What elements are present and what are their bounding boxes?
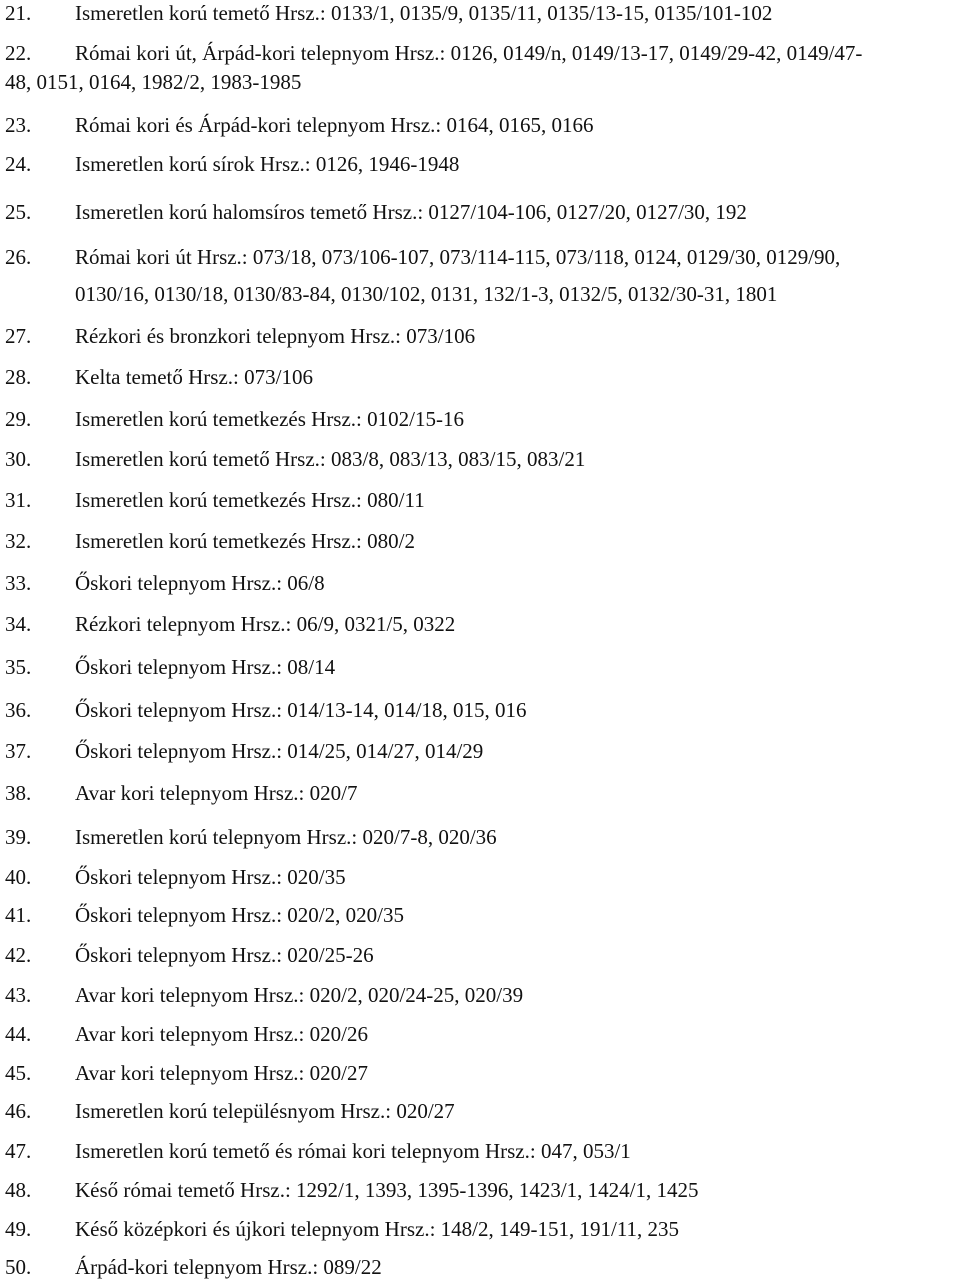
item-text: Kelta temető Hrsz.: 073/106 bbox=[75, 365, 313, 389]
item-number: 25. bbox=[5, 200, 32, 224]
item-number: 49. bbox=[5, 1217, 32, 1241]
item-number: 42. bbox=[5, 943, 32, 967]
item-number: 38. bbox=[5, 781, 32, 805]
item-text: Avar kori telepnyom Hrsz.: 020/26 bbox=[75, 1022, 368, 1046]
item-text: Ismeretlen korú halomsíros temető Hrsz.: 0127/104-106, 0127/20, 0127/30, 192 bbox=[75, 200, 747, 224]
item-number: 48. bbox=[5, 1178, 32, 1202]
item-number: 44. bbox=[5, 1022, 32, 1046]
item-number: 28. bbox=[5, 365, 32, 389]
item-number: 24. bbox=[5, 152, 32, 176]
item-text: Ismeretlen korú temető Hrsz.: 083/8, 083/13, 083/15, 083/21 bbox=[75, 447, 586, 471]
item-text: Ismeretlen korú temetkezés Hrsz.: 0102/15-16 bbox=[75, 407, 464, 431]
item-text-continuation: 0130/16, 0130/18, 0130/83-84, 0130/102, 0131, 132/1-3, 0132/5, 0132/30-31, 1801 bbox=[75, 282, 778, 306]
item-text: Őskori telepnyom Hrsz.: 014/13-14, 014/18, 015, 016 bbox=[75, 698, 527, 722]
item-text: Ismeretlen korú temetkezés Hrsz.: 080/2 bbox=[75, 529, 415, 553]
item-text: Késő római temető Hrsz.: 1292/1, 1393, 1395-1396, 1423/1, 1424/1, 1425 bbox=[75, 1178, 699, 1202]
item-number: 37. bbox=[5, 739, 32, 763]
item-text: Római kori és Árpád-kori telepnyom Hrsz.: 0164, 0165, 0166 bbox=[75, 113, 594, 137]
item-text: Késő középkori és újkori telepnyom Hrsz.: 148/2, 149-151, 191/11, 235 bbox=[75, 1217, 680, 1241]
item-text: Rézkori és bronzkori telepnyom Hrsz.: 073/106 bbox=[75, 324, 476, 348]
item-text: Ismeretlen korú településnyom Hrsz.: 020/27 bbox=[75, 1099, 455, 1123]
item-text: Római kori út Hrsz.: 073/18, 073/106-107, 073/114-115, 073/118, 0124, 0129/30, 0129/90, bbox=[75, 245, 841, 269]
item-number: 34. bbox=[5, 612, 32, 636]
item-text: Őskori telepnyom Hrsz.: 020/25-26 bbox=[75, 943, 374, 967]
item-number: 29. bbox=[5, 407, 32, 431]
item-text: Őskori telepnyom Hrsz.: 08/14 bbox=[75, 655, 336, 679]
item-number: 40. bbox=[5, 865, 32, 889]
item-text: Őskori telepnyom Hrsz.: 06/8 bbox=[75, 571, 325, 595]
item-number: 23. bbox=[5, 113, 32, 137]
item-number: 41. bbox=[5, 903, 32, 927]
item-number: 39. bbox=[5, 825, 32, 849]
item-text: Ismeretlen korú temető és római kori telepnyom Hrsz.: 047, 053/1 bbox=[75, 1139, 631, 1163]
item-number: 32. bbox=[5, 529, 32, 553]
item-number: 26. bbox=[5, 245, 32, 269]
item-text: Őskori telepnyom Hrsz.: 020/2, 020/35 bbox=[75, 903, 404, 927]
item-text: Ismeretlen korú telepnyom Hrsz.: 020/7-8, 020/36 bbox=[75, 825, 497, 849]
item-number: 36. bbox=[5, 698, 32, 722]
item-text: Avar kori telepnyom Hrsz.: 020/27 bbox=[75, 1061, 368, 1085]
item-text: Avar kori telepnyom Hrsz.: 020/7 bbox=[75, 781, 358, 805]
item-text: Ismeretlen korú sírok Hrsz.: 0126, 1946-1948 bbox=[75, 152, 460, 176]
item-text: Római kori út, Árpád-kori telepnyom Hrsz.: 0126, 0149/n, 0149/13-17, 0149/29-42, 0149/47- bbox=[75, 41, 863, 65]
item-number: 35. bbox=[5, 655, 32, 679]
item-number: 33. bbox=[5, 571, 32, 595]
item-text: Ismeretlen korú temető Hrsz.: 0133/1, 0135/9, 0135/11, 0135/13-15, 0135/101-102 bbox=[75, 1, 773, 25]
item-text-continuation: 48, 0151, 0164, 1982/2, 1983-1985 bbox=[5, 70, 302, 94]
item-text: Ismeretlen korú temetkezés Hrsz.: 080/11 bbox=[75, 488, 425, 512]
item-number: 21. bbox=[5, 1, 32, 25]
item-text: Avar kori telepnyom Hrsz.: 020/2, 020/24-25, 020/39 bbox=[75, 983, 524, 1007]
item-text: Őskori telepnyom Hrsz.: 020/35 bbox=[75, 865, 346, 889]
item-text: Rézkori telepnyom Hrsz.: 06/9, 0321/5, 0322 bbox=[75, 612, 456, 636]
item-number: 47. bbox=[5, 1139, 32, 1163]
item-number: 27. bbox=[5, 324, 32, 348]
item-number: 43. bbox=[5, 983, 32, 1007]
item-number: 31. bbox=[5, 488, 32, 512]
item-number: 45. bbox=[5, 1061, 32, 1085]
item-number: 30. bbox=[5, 447, 32, 471]
item-number: 22. bbox=[5, 41, 32, 65]
item-number: 46. bbox=[5, 1099, 32, 1123]
item-text: Őskori telepnyom Hrsz.: 014/25, 014/27, 014/29 bbox=[75, 739, 484, 763]
item-text: Árpád-kori telepnyom Hrsz.: 089/22 bbox=[75, 1255, 382, 1279]
item-number: 50. bbox=[5, 1255, 32, 1279]
